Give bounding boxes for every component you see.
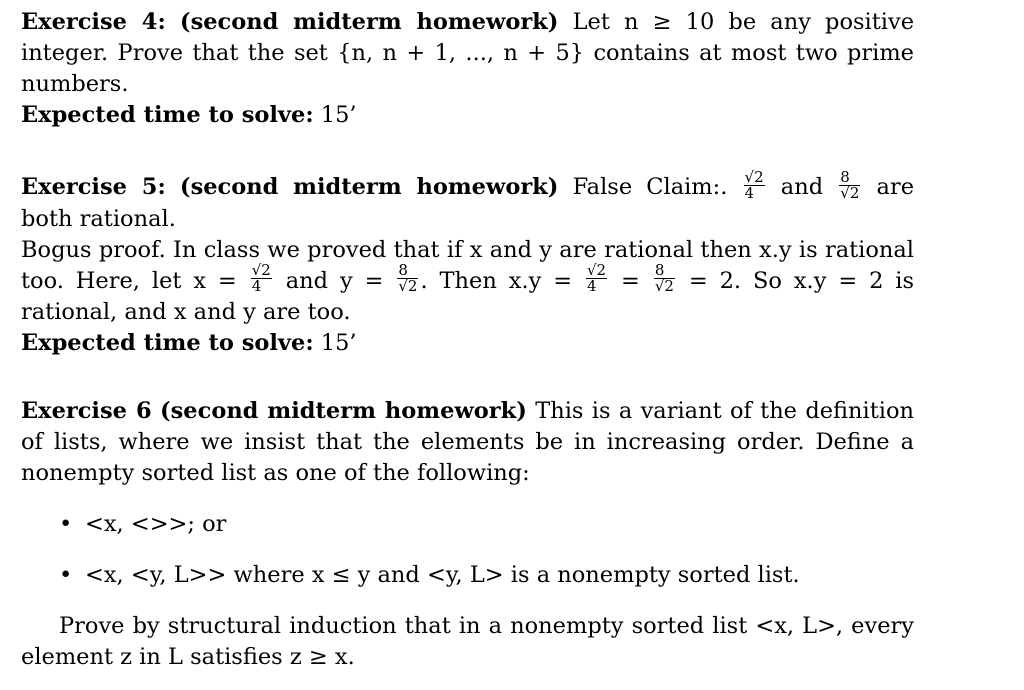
document-page [21,7,914,673]
ex5-claim-are: are [876,174,915,200]
ex6-line-1 [21,396,914,427]
ex4-line-1 [21,7,914,38]
ex5-time-value: 15’ [320,330,357,356]
ex5-line-1 [21,167,915,204]
exercise-5 [21,167,915,359]
ex4-tag: (second midterm homework) [179,9,559,35]
fraction-root2-over-4: $\frac{√2}{4}$ [251,261,271,295]
ex6-prove-2: element z in L satisfies z ≥ x. [21,644,355,670]
exercise-6 [21,396,914,673]
list-item: • <x, <>>; or [21,509,914,540]
ex4-heading: Exercise 4: [21,9,166,35]
ex4-time [21,100,914,131]
ex6-prove-1: Prove by structural induction that in a nonempty sorted list <x, L>, every [59,613,914,639]
ex4-text-1: Let n ≥ 10 be any positive [572,9,915,35]
definition-list [21,509,914,591]
fraction-8-over-root2: $\frac{8}{√2}$ [398,261,418,295]
ex4-time-label: Expected time to solve: [21,102,314,128]
fraction-root2-over-4: $\frac{√2}{4}$ [744,167,764,202]
exercise-4 [21,7,914,131]
ex5-proof-1: Bogus proof. In class we proved that if x and y are rational then x.y is rational [21,236,914,263]
ex6-tag: (second midterm homework) [159,398,527,424]
ex5-time-label: Expected time to solve: [21,330,314,356]
list-item: • <x, <y, L>> where x ≤ y and <y, L> is a nonempty sorted list. [21,560,914,591]
fraction-root2-over-4: $\frac{√2}{4}$ [587,261,607,295]
ex4-time-value: 15’ [320,102,357,128]
ex5-line-2: both rational. [21,205,176,232]
ex5-tag: (second midterm homework) [179,174,559,200]
ex5-time [21,328,914,359]
ex6-line-3: nonempty sorted list as one of the following: [21,460,530,486]
ex6-heading: Exercise 6 [21,398,152,424]
ex5-claim: False Claim:. [572,174,728,200]
fraction-8-over-root2: $\frac{8}{√2}$ [654,261,674,295]
ex5-claim-and: and [780,174,824,200]
ex4-line-2: integer. Prove that the set {n, n + 1, ..., n + 5} contains at most two prime [21,40,914,66]
ex5-proof-3: rational, and x and y are too. [21,299,351,325]
ex5-heading: Exercise 5: [21,174,166,200]
ex5-proof-2: too. Here, let x = $\frac{√2}{4}$ and y = $\frac{8}{√2}$ . Then x.y = $\frac{√2}{4}$ = $\frac{8}{√2}$ = 2. So x.y = 2 is [21,261,915,295]
ex6-line-2: of lists, where we insist that the elements be in increasing order. Define a [21,429,914,455]
fraction-8-over-root2: $\frac{8}{√2}$ [840,167,860,202]
ex4-line-3: numbers. [21,71,129,97]
ex6-text-1: This is a variant of the definition [535,398,915,424]
